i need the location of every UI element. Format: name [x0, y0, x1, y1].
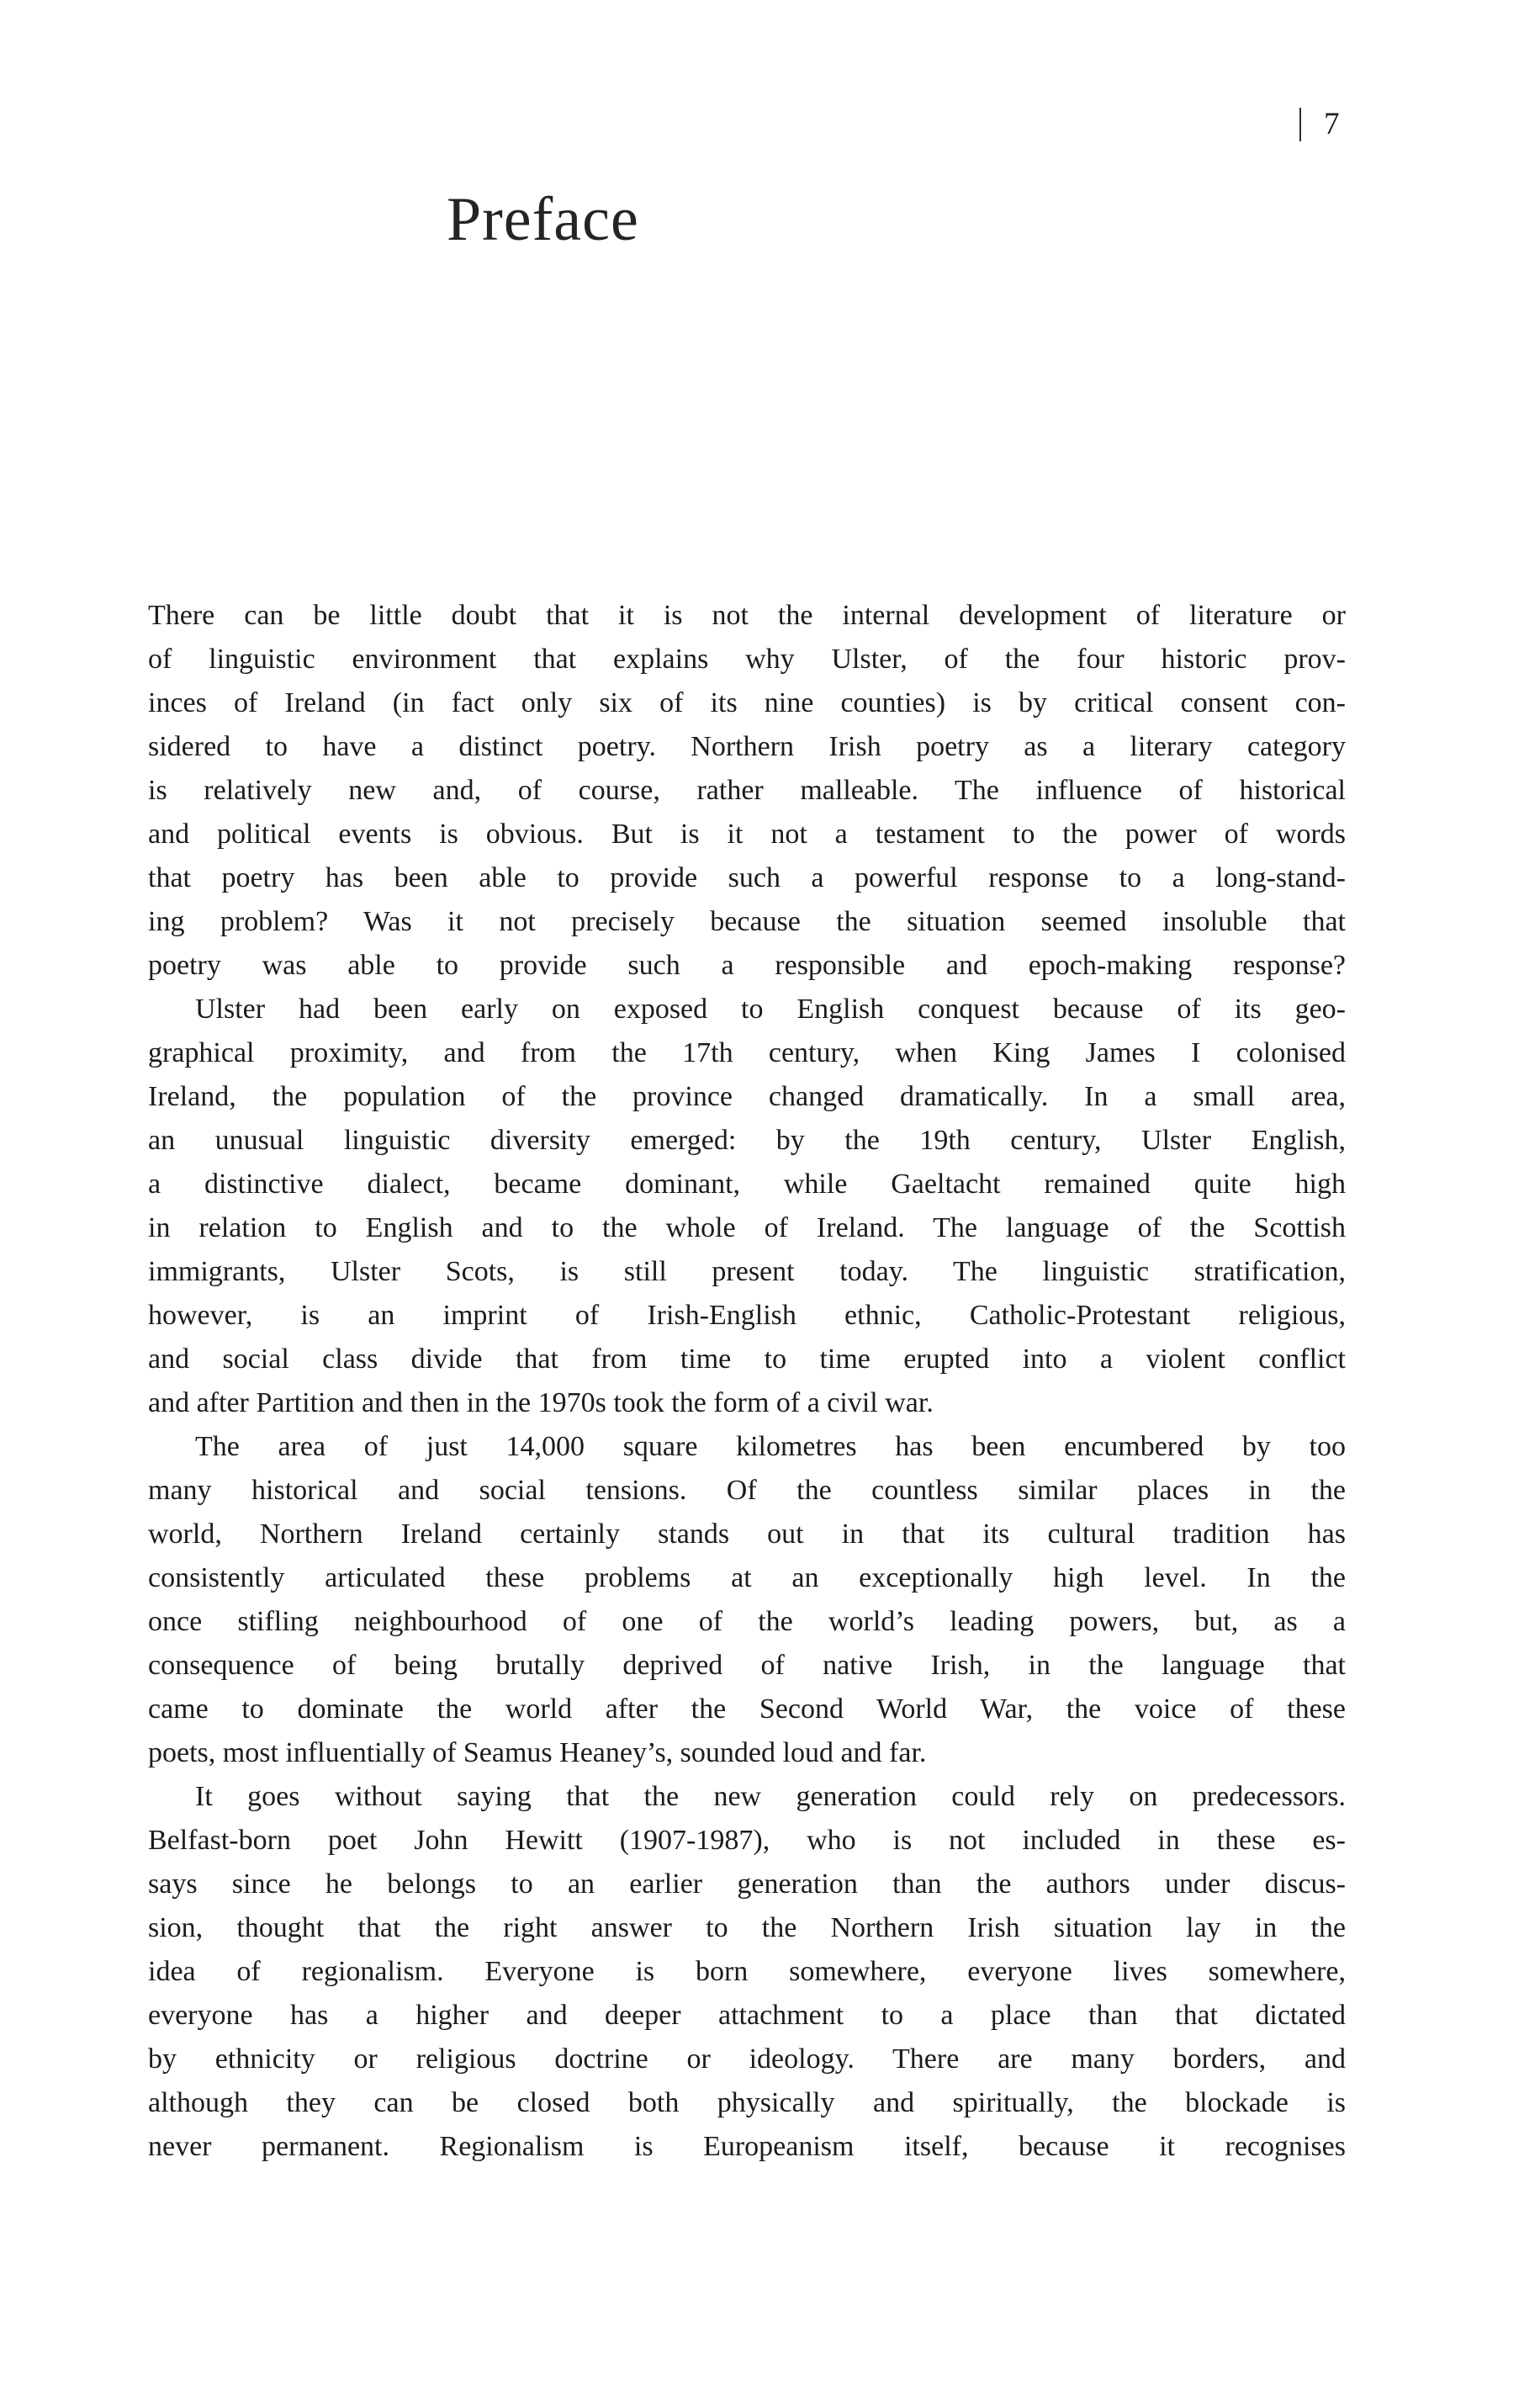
chapter-title: Preface [447, 185, 639, 254]
text-line: consistently articulated these problems at an exceptionally high level. In the [148, 1562, 1346, 1593]
text-line: and after Partition and then in the 1970s took the form of a civil war. [148, 1387, 934, 1418]
text-line: a distinctive dialect, became dominant, while Gaeltacht remained quite high [148, 1169, 1346, 1200]
text-line: an unusual linguistic diversity emerged: by the 19th century, Ulster English, [148, 1125, 1346, 1156]
text-line: consequence of being brutally deprived of native Irish, in the language that [148, 1650, 1346, 1681]
text-line: poets, most influentially of Seamus Heaney’s, sounded loud and far. [148, 1737, 927, 1768]
text-line: idea of regionalism. Everyone is born somewhere, everyone lives somewhere, [148, 1956, 1346, 1987]
page-header [1299, 108, 1340, 141]
paragraph [148, 988, 1346, 1425]
text-line: inces of Ireland (in fact only six of its nine counties) is by critical consent con- [148, 687, 1346, 718]
text-line: once stifling neighbourhood of one of the world’s leading powers, but, as a [148, 1606, 1346, 1637]
text-line: and political events is obvious. But is it not a testament to the power of words [148, 819, 1346, 850]
text-line: came to dominate the world after the Second World War, the voice of these [148, 1693, 1346, 1725]
text-line: says since he belongs to an earlier generation than the authors under discus- [148, 1868, 1346, 1900]
text-line: however, is an imprint of Irish-English ethnic, Catholic-Protestant religious, [148, 1300, 1346, 1331]
text-line: There can be little doubt that it is not the internal development of literature or [148, 600, 1346, 631]
paragraph [148, 1425, 1346, 1775]
text-line: is relatively new and, of course, rather malleable. The influence of historical [148, 775, 1346, 806]
text-line: in relation to English and to the whole of Ireland. The language of the Scottish [148, 1212, 1346, 1243]
text-line: Ulster had been early on exposed to English conquest because of its geo- [195, 994, 1346, 1025]
text-line: graphical proximity, and from the 17th century, when King James I colonised [148, 1037, 1346, 1068]
text-line: ing problem? Was it not precisely because the situation seemed insoluble that [148, 906, 1346, 937]
text-line: never permanent. Regionalism is Europeanism itself, because it recognises [148, 2131, 1346, 2162]
text-line: many historical and social tensions. Of the countless similar places in the [148, 1475, 1346, 1506]
page-number: 7 [1324, 107, 1340, 141]
text-line: sidered to have a distinct poetry. Northern Irish poetry as a literary category [148, 731, 1346, 762]
page-body [148, 594, 1346, 2169]
text-line: world, Northern Ireland certainly stands out in that its cultural tradition has [148, 1518, 1346, 1550]
text-line: Belfast-born poet John Hewitt (1907-1987), who is not included in these es- [148, 1825, 1346, 1856]
paragraph [148, 594, 1346, 988]
text-line: of linguistic environment that explains why Ulster, of the four historic prov- [148, 644, 1346, 675]
paragraph [148, 1775, 1346, 2169]
text-line: and social class divide that from time to time erupted into a violent conflict [148, 1344, 1346, 1375]
text-line: The area of just 14,000 square kilometres has been encumbered by too [195, 1431, 1346, 1462]
text-line: that poetry has been able to provide such a powerful response to a long-stand- [148, 862, 1346, 893]
text-line: by ethnicity or religious doctrine or ideology. There are many borders, and [148, 2043, 1346, 2075]
text-line: immigrants, Ulster Scots, is still present today. The linguistic stratification, [148, 1256, 1346, 1287]
text-line: poetry was able to provide such a responsible and epoch-making response? [148, 950, 1346, 981]
text-line: sion, thought that the right answer to the Northern Irish situation lay in the [148, 1912, 1346, 1943]
text-line: Ireland, the population of the province changed dramatically. In a small area, [148, 1081, 1346, 1112]
header-rule [1299, 108, 1301, 141]
text-line: everyone has a higher and deeper attachment to a place than that dictated [148, 2000, 1346, 2031]
text-line: although they can be closed both physically and spiritually, the blockade is [148, 2087, 1346, 2118]
text-line: It goes without saying that the new generation could rely on predecessors. [195, 1781, 1346, 1812]
